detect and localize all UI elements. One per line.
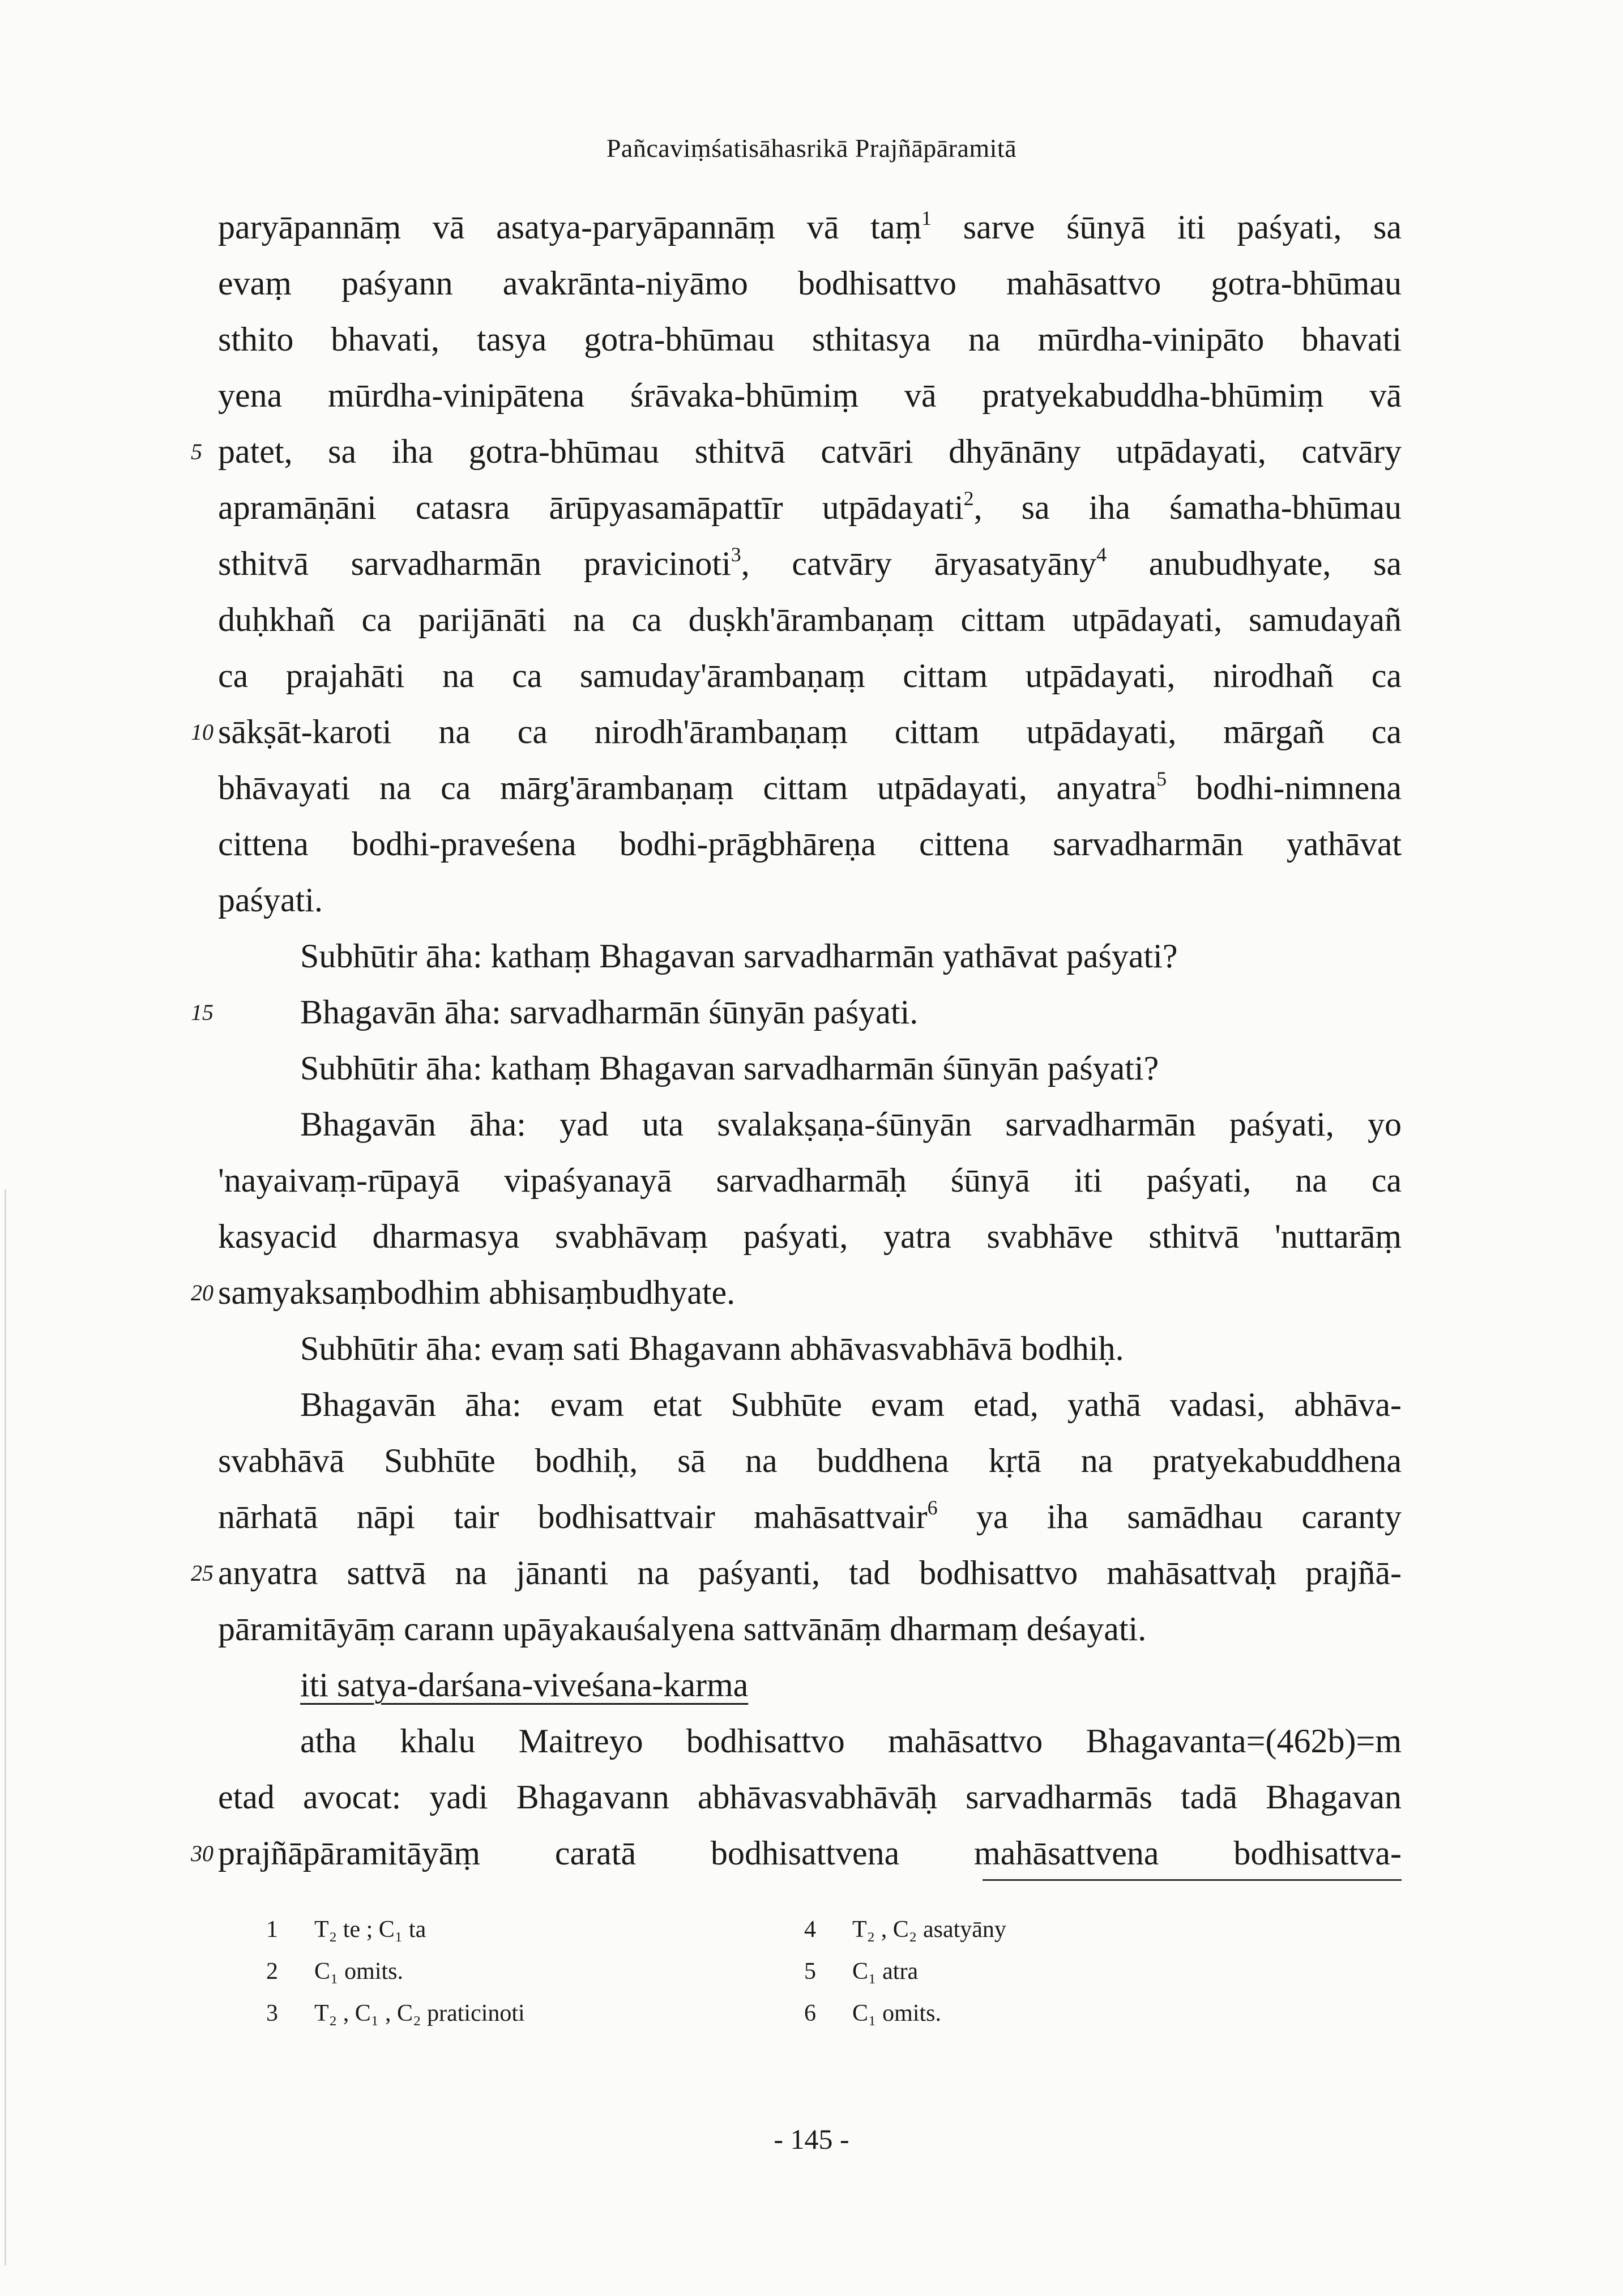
line-text: , catvāry āryasatyāny bbox=[741, 545, 1097, 582]
footnote-marker: 6 bbox=[927, 1496, 938, 1519]
text-line bbox=[191, 424, 1402, 480]
line-text: yena mūrdha-vinipātena śrāvaka-bhūmiṃ vā pratyekabuddha-bhūmiṃ vā bbox=[218, 377, 1402, 414]
line-text: duḥkhañ ca parijānāti na ca duṣkh'ārambaṇaṃ cittam utpādayati, samudayañ bbox=[218, 601, 1402, 638]
line-number: 25 bbox=[191, 1560, 213, 1586]
text-line bbox=[218, 536, 1402, 592]
footnote-marker: 3 bbox=[731, 543, 741, 566]
text-line bbox=[218, 1769, 1402, 1825]
line-text: sarve śūnyā iti paśyati, sa bbox=[932, 208, 1402, 246]
footnote bbox=[804, 1951, 1235, 1992]
line-text: cittena bodhi-praveśena bodhi-prāgbhāreṇa cittena sarvadharmān yathāvat bbox=[218, 825, 1402, 863]
footnote-number: 3 bbox=[266, 2000, 278, 2026]
line-number: 5 bbox=[191, 439, 202, 464]
line-text: svabhāvā Subhūte bodhiḥ, sā na buddhena kṛtā na pratyekabuddhena bbox=[218, 1442, 1402, 1479]
text-line bbox=[218, 255, 1402, 311]
text-line bbox=[218, 1153, 1402, 1209]
text-line bbox=[218, 1433, 1402, 1489]
text-line bbox=[191, 704, 1402, 760]
line-text: pāramitāyāṃ carann upāyakauśalyena sattvānāṃ dharmaṃ deśayati. bbox=[218, 1610, 1147, 1648]
footnote-number: 6 bbox=[804, 2000, 816, 2026]
line-text: bodhi-nimnena bbox=[1167, 769, 1402, 806]
line-text: iti satya-darśana-viveśana-karma bbox=[300, 1666, 749, 1704]
text-line bbox=[218, 1321, 1402, 1377]
line-text: nārhatā nāpi tair bodhisattvair mahāsattvair bbox=[218, 1498, 928, 1535]
footnote-marker: 2 bbox=[963, 487, 974, 510]
text-line bbox=[218, 1601, 1402, 1657]
footnote-text: T₂ , C₁ , C₂ praticinoti bbox=[314, 2000, 525, 2026]
footnote bbox=[266, 1909, 697, 1951]
text-line bbox=[218, 1713, 1402, 1769]
line-text: 'nayaivaṃ-rūpayā vipaśyanayā sarvadharmāḥ śūnyā iti paśyati, na ca bbox=[218, 1162, 1402, 1199]
text-line bbox=[218, 480, 1402, 536]
footnote-number: 4 bbox=[804, 1917, 816, 1943]
text-line bbox=[218, 1096, 1402, 1153]
footnote-number: 2 bbox=[266, 1958, 278, 1985]
footnote-marker: 5 bbox=[1156, 767, 1167, 790]
line-text: atha khalu Maitreyo bodhisattvo mahāsattvo Bhagavanta=(462b)=m bbox=[300, 1722, 1402, 1760]
footnote-number: 1 bbox=[266, 1917, 278, 1943]
text-line bbox=[218, 1489, 1402, 1545]
line-number: 30 bbox=[191, 1841, 213, 1866]
footnotes-right-column bbox=[804, 1909, 1235, 2034]
line-text: Subhūtir āha: kathaṃ Bhagavan sarvadharmān yathāvat paśyati? bbox=[300, 937, 1178, 975]
line-text: Subhūtir āha: evaṃ sati Bhagavann abhāvasvabhāvā bodhiḥ. bbox=[300, 1330, 1124, 1367]
line-text: patet, sa iha gotra-bhūmau sthitvā catvāri dhyānāny utpādayati, catvāry bbox=[218, 433, 1402, 470]
footnote bbox=[266, 1992, 697, 2034]
line-text: , sa iha śamatha-bhūmau bbox=[973, 489, 1402, 526]
line-text: evaṃ paśyann avakrānta-niyāmo bodhisattvo mahāsattvo gotra-bhūmau bbox=[218, 264, 1402, 302]
footnote bbox=[804, 1909, 1235, 1951]
line-text: sthito bhavati, tasya gotra-bhūmau sthitasya na mūrdha-vinipāto bhavati bbox=[218, 321, 1402, 358]
line-text: paśyati. bbox=[218, 881, 323, 919]
line-text: sthitvā sarvadharmān pravicinoti bbox=[218, 545, 731, 582]
text-line bbox=[218, 592, 1402, 648]
footnote bbox=[804, 1992, 1235, 2034]
text-line bbox=[191, 1545, 1402, 1601]
footnote bbox=[266, 1951, 697, 1992]
scan-edge-line bbox=[5, 1189, 6, 2265]
footnote-text: T₂ te ; C₁ ta bbox=[314, 1917, 426, 1943]
line-number: 10 bbox=[191, 719, 213, 745]
text-line bbox=[218, 928, 1402, 984]
line-text: ya iha samādhau caranty bbox=[937, 1498, 1402, 1535]
text-line bbox=[191, 984, 1402, 1040]
line-text: Subhūtir āha: kathaṃ Bhagavan sarvadharmān śūnyān paśyati? bbox=[300, 1049, 1159, 1087]
text-line bbox=[218, 1657, 1402, 1713]
line-text: sākṣāt-karoti na ca nirodh'ārambaṇaṃ cittam utpādayati, mārgañ ca bbox=[218, 713, 1402, 750]
line-number: 20 bbox=[191, 1280, 213, 1305]
line-text: bhāvayati na ca mārg'ārambaṇaṃ cittam utpādayati, anyatra bbox=[218, 769, 1157, 806]
text-line bbox=[191, 1265, 1402, 1321]
footnote-text: C₁ omits. bbox=[852, 2000, 942, 2026]
text-line bbox=[191, 1825, 1402, 1881]
footnote-text: C₁ atra bbox=[852, 1958, 919, 1985]
line-text: apramāṇāni catasra ārūpyasamāpattīr utpādayati bbox=[218, 489, 964, 526]
line-text: Bhagavān āha: evam etat Subhūte evam etad, yathā vadasi, abhāva- bbox=[300, 1386, 1402, 1423]
footnote-rule bbox=[983, 1879, 1402, 1881]
line-text: paryāpannāṃ vā asatya-paryāpannāṃ vā taṃ bbox=[218, 208, 922, 246]
footnote-marker: 4 bbox=[1096, 543, 1107, 566]
text-line bbox=[218, 1040, 1402, 1096]
text-line bbox=[218, 1209, 1402, 1265]
line-number: 15 bbox=[191, 1000, 213, 1025]
footnote-marker: 1 bbox=[921, 207, 932, 229]
page-number: - 145 - bbox=[774, 2123, 849, 2155]
text-line bbox=[218, 368, 1402, 424]
text-line bbox=[218, 760, 1402, 816]
line-text: Bhagavān āha: sarvadharmān śūnyān paśyati. bbox=[300, 993, 919, 1031]
body-text bbox=[191, 199, 1402, 1881]
footnote-number: 5 bbox=[804, 1958, 816, 1985]
text-line bbox=[218, 816, 1402, 872]
line-text: Bhagavān āha: yad uta svalakṣaṇa-śūnyān sarvadharmān paśyati, yo bbox=[300, 1106, 1402, 1143]
line-text: prajñāpāramitāyāṃ caratā bodhisattvena mahāsattvena bodhisattva- bbox=[218, 1834, 1402, 1872]
line-text: anubudhyate, sa bbox=[1107, 545, 1402, 582]
text-line bbox=[218, 872, 1402, 928]
text-line bbox=[218, 648, 1402, 704]
line-text: etad avocat: yadi Bhagavann abhāvasvabhāvāḥ sarvadharmās tadā Bhagavan bbox=[218, 1778, 1402, 1816]
line-text: samyaksaṃbodhim abhisaṃbudhyate. bbox=[218, 1274, 736, 1311]
text-line bbox=[218, 1377, 1402, 1433]
text-line bbox=[218, 199, 1402, 255]
footnote-text: T₂ , C₂ asatyāny bbox=[852, 1917, 1006, 1943]
running-header: Pañcaviṃśatisāhasrikā Prajñāpāramitā bbox=[606, 134, 1017, 163]
footnote-text: C₁ omits. bbox=[314, 1958, 404, 1985]
footnotes-left-column bbox=[266, 1909, 697, 2034]
line-text: ca prajahāti na ca samuday'ārambaṇaṃ cittam utpādayati, nirodhañ ca bbox=[218, 657, 1402, 694]
text-line bbox=[218, 311, 1402, 368]
line-text: anyatra sattvā na jānanti na paśyanti, tad bodhisattvo mahāsattvaḥ prajñā- bbox=[218, 1554, 1402, 1591]
line-text: kasyacid dharmasya svabhāvaṃ paśyati, yatra svabhāve sthitvā 'nuttarāṃ bbox=[218, 1218, 1402, 1255]
